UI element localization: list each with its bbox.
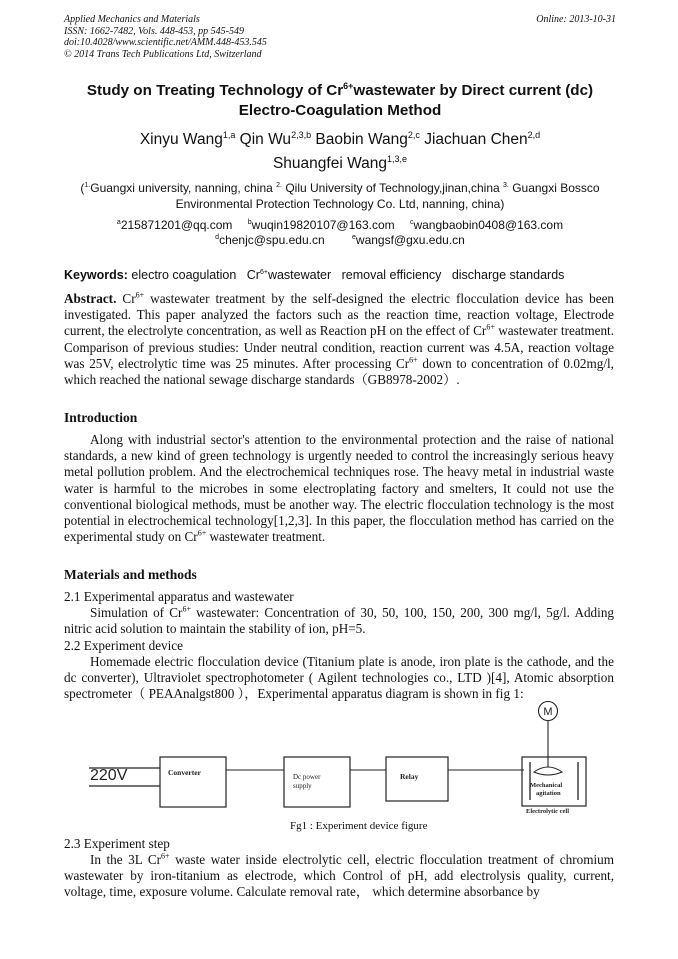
email-address: wangbaobin0408@163.com [413,218,564,232]
converter-box [160,757,226,807]
abstract-sup: 6+ [135,290,145,300]
author-affiliation: 2,3,b [291,129,312,140]
abstract [64,291,614,388]
title-pre: Study on Treating Technology of Cr [86,82,344,99]
section-2-3: 2.3 Experiment step [64,836,170,851]
author-name: Shuangfei Wang [272,155,387,172]
abstract-text: down to concentration of 0.02mg/l, which reached the national sewage discharge standards（GB8978-2002）. [64,355,614,388]
step-post: waste water inside electrolytic cell, electric flocculation treatment of chromium wastewater by iron-titanium as electrode, which Control of pH, add electrolysis quality, current, voltage, time, exposure volume. Calculate removal rate， which determine absorbance by [64,852,614,900]
introduction-sup: 6+ [197,528,207,538]
keyword: removal efficiency [341,268,442,282]
step-sup: 6+ [161,851,170,861]
author-affiliation: 1,3,e [387,153,408,164]
email-marker: c [409,219,414,226]
author-affiliation: 2,d [527,129,541,140]
affiliation-text: Guangxi Bossco [512,181,600,195]
abstract-sup: 6+ [409,355,418,365]
figure-caption: Fg1 : Experiment device figure [290,820,428,832]
author-name: Xinyu Wang [139,131,223,148]
email-marker: b [247,219,252,226]
keyword-cr-sup: 6+ [259,268,268,276]
device-text: Homemade electric flocculation device (Titanium plate is anode, iron plate is the cathode, and the dc converter), Ultraviolet spectrophotometer ( Agilent technologies co., LTD )[4], Atomic absorption spectrometer（ PEAAnalgst800 ），Experimental apparatus diagram is shown in fig 1: [64,654,614,702]
keyword-cr-pre: Cr [246,268,260,282]
author-name: Jiachuan Chen [424,131,528,148]
agitation-label: agitation [536,790,561,797]
email-list [40,218,640,248]
keyword: electro coagulation [131,268,237,282]
section-2-1: 2.1 Experimental apparatus and wastewater [64,589,294,604]
voltage-label: 220V [90,767,128,784]
email-address: chenjc@spu.edu.cn [219,233,325,247]
abstract-text: wastewater treatment by the self-designed the electric flocculation device has been investigated. This paper analyzed the factors such as the reaction time, reaction voltage, Electrode current, the electrolyte concentration, as well as Reaction pH on the effect of Cr [64,291,615,339]
title-post: wastewater by Direct current (dc) [353,82,594,99]
author-affiliation: 2,c [407,129,420,140]
experiment-device-figure [64,700,620,820]
keywords [64,267,616,283]
email-marker: a [116,219,121,226]
doi-line: doi:10.4028/www.scientific.net/AMM.448-453.545 [64,37,267,48]
email-address: wuqin19820107@163.com [251,218,395,232]
journal-name: Applied Mechanics and Materials [64,14,200,25]
simulation-post: wastewater: Concentration of 30, 50, 100, 150, 200, 300 mg/l, 5g/l. Adding nitric acid solution to maintain the stability of ion, pH=5. [64,605,615,637]
introduction-body [64,432,614,545]
introduction-text: Along with industrial sector's attention to the environmental protection and the raise of national standards, a new kind of green technology is urgently needed to control the increasingly serious heavy metal pollution problem. And the electrochemical techniques rose. The heavy metal in industrial waste water is harmful to the microbes in some electroplating factory and smelters, It could not use the conventional biological methods, must be another way. The electric flocculation technology is the most potential in electrochemical technology[1,2,3]. In this paper, the flocculation method has carried on the experimental study on Cr [64,432,614,545]
stirrer-blade-icon [534,767,562,775]
dc-label-2: supply [293,782,312,790]
abstract-text: Cr [122,291,136,306]
email-address: 215871201@qq.com [120,218,233,232]
email-marker: e [352,234,356,241]
author-name: Qin Wu [239,131,292,148]
motor-label: M [543,706,553,718]
relay-label: Relay [400,772,419,781]
affiliation-text: Qilu University of Technology,jinan,china [285,181,500,195]
paper-title [40,81,640,121]
abstract-label: Abstract. [64,291,117,306]
introduction-heading: Introduction [64,410,138,425]
online-date: Online: 2013-10-31 [536,14,616,25]
keyword-cr-post: wastewater [267,268,332,282]
abstract-text: wastewater treatment. Comparison of previous studies: Under neutral condition, reaction current was 4.5A, reaction voltage was 25V, electrolytic time was 25 minutes. After processing Cr [64,323,615,371]
electrolytic-cell-label: Electrolytic cell [526,808,570,815]
affiliation-text: Guangxi university, nanning, china [90,181,273,195]
experiment-step-text [64,852,614,901]
author-list [40,128,640,176]
step-pre: In the 3L Cr [90,852,162,867]
mechanical-label: Mechanical [530,782,563,789]
keyword: discharge standards [451,268,565,282]
title-sup: 6+ [343,80,354,91]
author-name: Baobin Wang [315,131,408,148]
keywords-label: Keywords: [64,268,128,282]
simulation-text [64,605,614,637]
title-line-2: Electro-Coagulation Method [238,102,442,119]
affiliation-text: Environmental Protection Technology Co. Ltd, nanning, china) [175,197,505,211]
email-address: wangsf@gxu.edu.cn [355,233,465,247]
simulation-pre: Simulation of Cr [90,605,183,620]
email-marker: d [215,234,220,241]
author-affiliation: 1,a [222,129,236,140]
section-2-2: 2.2 Experiment device [64,638,184,653]
introduction-tail: wastewater treatment. [209,529,326,545]
copyright-line: © 2014 Trans Tech Publications Ltd, Switzerland [64,48,262,60]
affiliation-marker: 2. [276,182,282,189]
affiliations: ($^{1.}$Guangxi university, nanning, china $^{2.}$ Qilu University of Technology,jinan,china $^{3.}$ Guangxi Bossco Environmental Protection Technology Co. Ltd, nanning, china) [40,180,640,212]
affiliation-marker: 3. [503,182,509,189]
affiliation-marker: 1. [84,182,91,189]
materials-heading: Materials and methods [64,567,197,582]
converter-label: Converter [168,768,201,777]
issn-line: ISSN: 1662-7482, Vols. 448-453, pp 545-549 [64,25,244,37]
journal-header [64,14,616,60]
abstract-sup: 6+ [486,323,495,333]
dc-label-1: Dc power [293,773,321,781]
simulation-sup: 6+ [182,604,191,614]
